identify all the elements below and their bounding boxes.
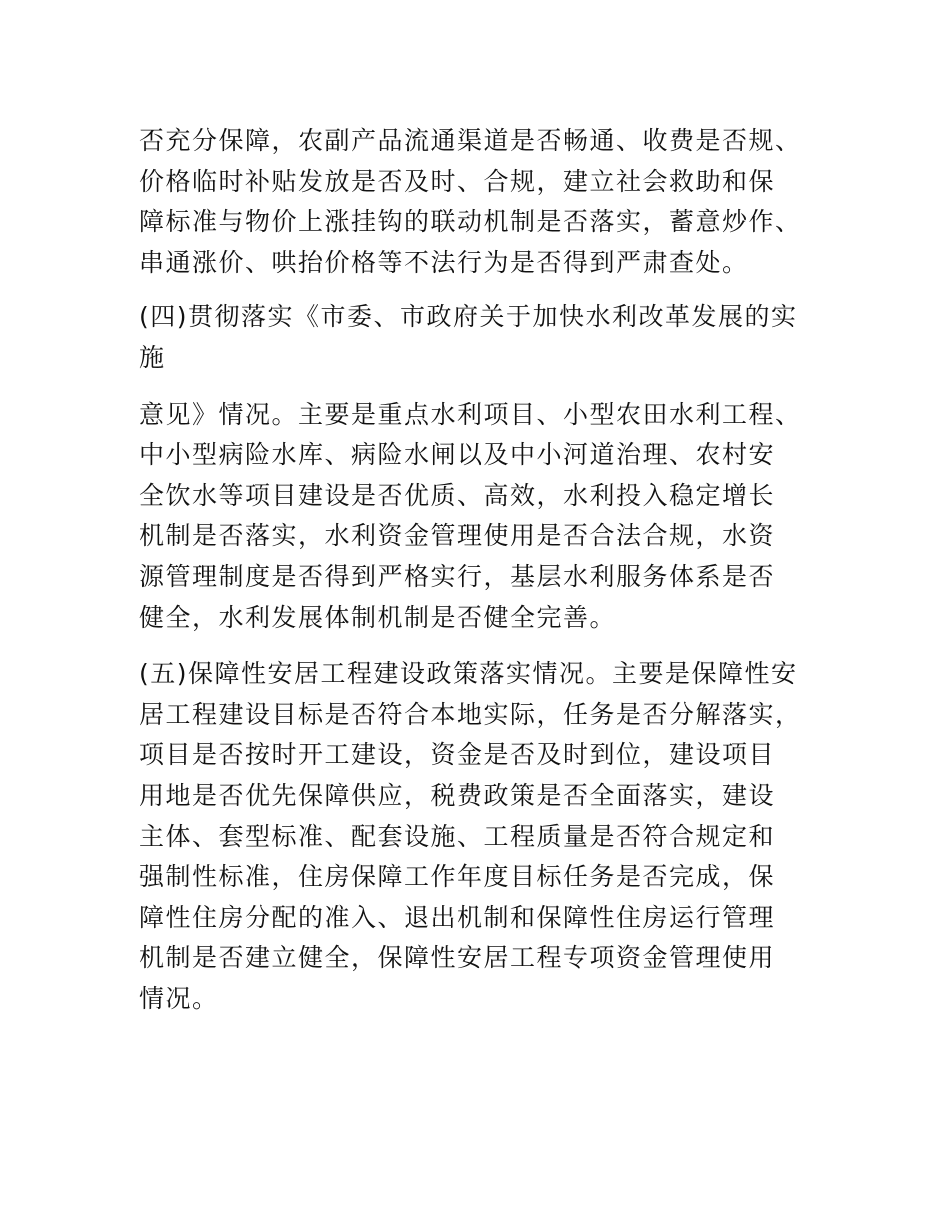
text-line: 用地是否优先保障供应，税费政策是否全面落实，建设 xyxy=(139,780,776,810)
text-line: 中小型病险水库、病险水闸以及中小河道治理、农村安 xyxy=(139,440,776,470)
text-line: 居工程建设目标是否符合本地实际，任务是否分解落实， xyxy=(139,699,802,729)
text-line: 机制是否落实，水利资金管理使用是否合法合规，水资 xyxy=(139,521,776,551)
text-line: 障性住房分配的准入、退出机制和保障性住房运行管理 xyxy=(139,902,776,932)
document-body xyxy=(139,121,819,1019)
text-line: 价格临时补贴发放是否及时、合规，建立社会救助和保 xyxy=(139,166,776,196)
text-line: 串通涨价、哄抬价格等不法行为是否得到严肃查处。 xyxy=(139,247,749,277)
text-line: 项目是否按时开工建设，资金是否及时到位，建设项目 xyxy=(139,740,776,770)
paragraph-spacer xyxy=(139,283,819,297)
paragraph-spacer xyxy=(139,638,819,654)
text-line: 全饮水等项目建设是否优质、高效，水利投入稳定增长 xyxy=(139,480,776,510)
text-line: 机制是否建立健全，保障性安居工程专项资金管理使用 xyxy=(139,943,776,973)
text-line: 情况。 xyxy=(139,983,219,1013)
text-line: 障标准与物价上涨挂钩的联动机制是否落实，蓄意炒作、 xyxy=(139,207,802,237)
section-heading-line: (四)贯彻落实《市委、市政府关于加快水利改革发展的实 xyxy=(139,302,798,332)
paragraph-heading-four xyxy=(139,297,819,378)
text-line: 否充分保障，农副产品流通渠道是否畅通、收费是否规、 xyxy=(139,126,802,155)
text-line: 意见》情况。主要是重点水利项目、小型农田水利工程、 xyxy=(139,399,802,429)
paragraph-water-conservancy xyxy=(139,395,819,639)
text-line: 强制性标准，住房保障工作年度目标任务是否完成，保 xyxy=(139,862,776,892)
paragraph-spacer xyxy=(139,379,819,395)
text-line: 源管理制度是否得到严格实行，基层水利服务体系是否 xyxy=(139,561,776,591)
text-line: 健全，水利发展体制机制是否健全完善。 xyxy=(139,602,617,632)
text-line: (五)保障性安居工程建设政策落实情况。主要是保障性安 xyxy=(139,659,798,689)
text-line: 主体、套型标准、配套设施、工程质量是否符合规定和 xyxy=(139,821,776,851)
paragraph-price-supervision xyxy=(139,121,819,283)
section-heading-line: 施 xyxy=(139,342,166,372)
paragraph-housing-project xyxy=(139,654,819,1019)
